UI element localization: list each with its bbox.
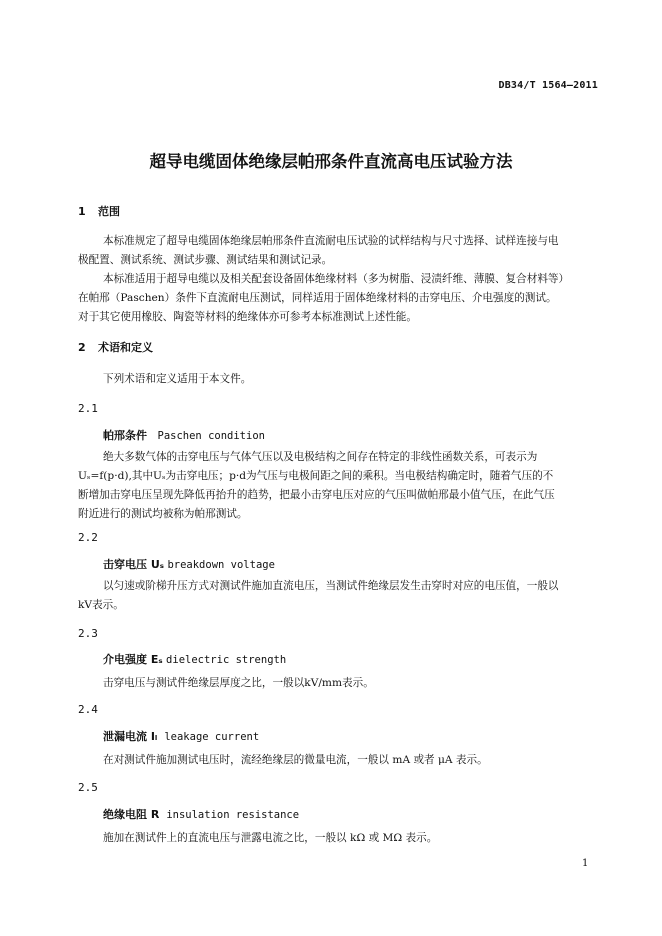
paragraph-line: Uₛ=f(p·d),其中Uₛ为击穿电压；p·d为气压与电极间距之间的乘积。当电极结构确定时，随着气压的不 [78, 470, 554, 482]
term-definition [78, 829, 598, 848]
term-english: insulation resistance [166, 809, 300, 821]
section-title: 范围 [98, 205, 120, 218]
term-number: 2.5 [78, 781, 98, 794]
term-number: 2.1 [78, 402, 98, 415]
term-definition [78, 751, 598, 770]
paragraph-line: 下列术语和定义适用于本文件。 [103, 373, 252, 385]
paragraph-line: 施加在测试件上的直流电压与泄露电流之比，一般以 kΩ 或 MΩ 表示。 [103, 832, 438, 844]
term-english: leakage current [164, 731, 260, 743]
paragraph-line: 击穿电压与测试件绝缘层厚度之比，一般以kV/mm表示。 [103, 677, 374, 689]
term-number: 2.4 [78, 703, 98, 716]
term-heading [103, 651, 286, 667]
section-number: 1 [78, 205, 86, 218]
term-heading [103, 728, 259, 744]
paragraph-line: 极配置、测试系统、测试步骤、测试结果和测试记录。 [78, 254, 333, 266]
term-english: dielectric strength [166, 654, 287, 666]
paragraph-line: 对于其它使用橡胶、陶瓷等材料的绝缘体亦可参考本标准测试上述性能。 [78, 311, 417, 323]
paragraph-line: 以匀速或阶梯升压方式对测试件施加直流电压，当测试件绝缘层发生击穿时对应的电压值，一般以 [103, 580, 559, 592]
term-english: breakdown voltage [167, 559, 275, 571]
paragraph-line: 本标准适用于超导电缆以及相关配套设备固体绝缘材料（多为树脂、浸渍纤维、薄膜、复合材料等） [103, 273, 570, 285]
term-heading [103, 427, 265, 443]
term-name: 泄漏电流 Iₗ [103, 730, 158, 743]
paragraph-line: 本标准规定了超导电缆固体绝缘层帕邢条件直流耐电压试验的试样结构与尺寸选择、试样连接与电 [103, 235, 559, 247]
paragraph-line: 断增加击穿电压呈现先降低再抬升的趋势，把最小击穿电压对应的气压叫做帕邢最小值气压，在此气压 [78, 489, 555, 501]
section-1-body [78, 232, 598, 327]
term-number: 2.2 [78, 531, 98, 544]
page-title: 超导电缆固体绝缘层帕邢条件直流高电压试验方法 [149, 152, 513, 171]
page-number: 1 [582, 858, 589, 869]
term-heading [103, 556, 275, 572]
paragraph-line: 绝大多数气体的击穿电压与气体气压以及电极结构之间存在特定的非线性函数关系，可表示为 [103, 451, 538, 463]
term-name: 介电强度 Eₛ [103, 653, 163, 666]
term-name: 帕邢条件 [103, 429, 147, 442]
term-heading [103, 806, 299, 822]
section-1-heading [78, 203, 120, 219]
section-2-heading [78, 339, 153, 355]
term-definition [78, 577, 598, 615]
section-number: 2 [78, 341, 86, 354]
paragraph-line: 在对测试件施加测试电压时，流经绝缘层的微量电流，一般以 mA 或者 μA 表示。 [103, 754, 488, 766]
term-name: 击穿电压 Uₛ [103, 558, 164, 571]
paragraph-line: 在帕邢（Paschen）条件下直流耐电压测试，同样适用于固体绝缘材料的击穿电压、介电强度的测试。 [78, 292, 557, 304]
section-title: 术语和定义 [98, 341, 153, 354]
term-definition [78, 674, 598, 693]
document-id: DB34/T 1564—2011 [498, 80, 598, 91]
term-definition [78, 448, 598, 524]
term-number: 2.3 [78, 627, 98, 640]
section-2-intro [78, 370, 598, 389]
paragraph-line: kV表示。 [78, 599, 124, 611]
paragraph-line: 附近进行的测试均被称为帕邢测试。 [78, 508, 248, 520]
term-name: 绝缘电阻 R [103, 808, 160, 821]
term-english: Paschen condition [157, 430, 265, 442]
